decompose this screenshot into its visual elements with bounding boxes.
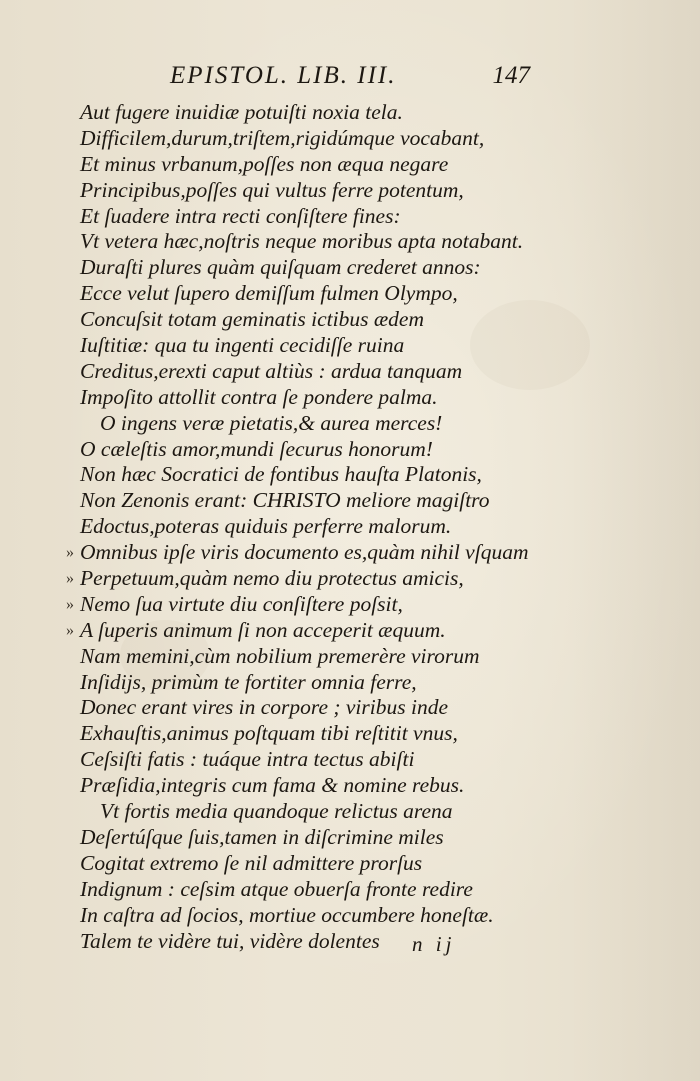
verse-text: Exhauſtis,animus poſtquam tibi reſtitit vnus,: [80, 721, 458, 746]
verse-line: [0, 437, 700, 463]
verse-text: Non hæc Socratici de fontibus hauſta Platonis,: [80, 462, 482, 487]
verse-line: [0, 255, 700, 281]
verse-line: [0, 462, 700, 488]
verse-text: Duraſti plures quàm quiſquam crederet annos:: [80, 255, 481, 280]
verse-text: Donec erant vires in corpore ; viribus inde: [80, 695, 449, 720]
quotation-marker: »: [66, 621, 74, 639]
verse-text: Et minus vrbanum,poſſes non æqua negare: [80, 151, 449, 176]
verse-text: Talem te vidère tui, vidère dolentes: [80, 928, 380, 953]
verse-text: Difficilem,durum,triſtem,rigidúmque vocabant,: [80, 125, 485, 150]
verse-text: In caſtra ad ſocios, mortiue occumbere honeſtæ.: [80, 902, 494, 927]
verse-line: [0, 204, 700, 230]
verse-line: [0, 411, 700, 437]
verse-line: [0, 488, 700, 514]
running-head: EPISTOL. LIB. III.: [170, 62, 397, 89]
verse-line: [0, 695, 700, 721]
verse-line: [0, 100, 700, 126]
verse-line: [0, 566, 700, 592]
page-number: 147: [492, 62, 530, 89]
verse-text: Creditus,erexti caput altiùs : ardua tanquam: [80, 358, 463, 383]
page-header: [170, 62, 530, 96]
verse-text: Iuſtitiæ: qua tu ingenti cecidiſſe ruina: [80, 333, 405, 358]
signature-mark: n ij: [412, 932, 456, 956]
verse-text: Indignum : ceſsim atque obuerſa fronte redire: [80, 876, 473, 901]
verse-text: Inſidijs, primùm te fortiter omnia ferre,: [80, 669, 417, 694]
verse-line: [0, 540, 700, 566]
verse-line: [0, 670, 700, 696]
verse-text: Vt vetera hæc,noſtris neque moribus apta notabant.: [80, 229, 524, 254]
verse-line: [0, 903, 700, 929]
verse-line: [0, 877, 700, 903]
verse-line: [0, 721, 700, 747]
verse-text: Aut fugere inuidiæ potuiſti noxia tela.: [80, 100, 403, 124]
verse-text: O cæleſtis amor,mundi ſecurus honorum!: [80, 436, 433, 461]
verse-line: [0, 307, 700, 333]
verse-text: Principibus,poſſes qui vultus ferre potentum,: [80, 177, 464, 202]
quotation-marker: »: [66, 595, 74, 613]
verse-text: Perpetuum,quàm nemo diu protectus amicis,: [80, 566, 464, 591]
verse-line: [0, 592, 700, 618]
verse-line: [0, 333, 700, 359]
verse-line: [0, 644, 700, 670]
verse-text: Præſidia,integris cum fama & nomine rebus.: [80, 773, 465, 798]
verse-line: [0, 126, 700, 152]
verse-text: O ingens veræ pietatis,& aurea merces!: [100, 410, 443, 435]
verse-text: Nemo ſua virtute diu conſiſtere poſsit,: [80, 591, 403, 616]
verse-line: [0, 618, 700, 644]
verse-line: [0, 825, 700, 851]
verse-line: [0, 851, 700, 877]
verse-line: [0, 799, 700, 825]
verse-text: Edoctus,poteras quiduis perferre malorum.: [80, 514, 452, 539]
verse-text: Vt fortis media quandoque relictus arena: [100, 799, 453, 824]
verse-text: Concuſsit totam geminatis ictibus ædem: [80, 307, 424, 332]
verse-text: Omnibus ipſe viris documento es,quàm nihil vſquam: [80, 540, 529, 565]
verse-line: [0, 178, 700, 204]
verse-text: A ſuperis animum ſi non acceperit æquum.: [80, 617, 446, 642]
verse-line: [0, 229, 700, 255]
verse-line: [0, 385, 700, 411]
verse-text: Nam memini,cùm nobilium premerère virorum: [80, 643, 480, 668]
quotation-marker: »: [66, 544, 74, 562]
verse-line: [0, 152, 700, 178]
verse-text: Et ſuadere intra recti conſiſtere fines:: [80, 203, 401, 228]
verse-line: [0, 929, 700, 955]
verse-text: Ecce velut ſupero demiſſum fulmen Olympo,: [80, 281, 458, 306]
verse-text: Cogitat extremo ſe nil admittere prorſus: [80, 850, 423, 875]
verse-text-block: [0, 100, 700, 954]
verse-text: Ceſsiſti fatis : tuáque intra tectus abiſti: [80, 747, 415, 772]
verse-line: [0, 773, 700, 799]
verse-text: Deſertúſque ſuis,tamen in diſcrimine miles: [80, 824, 444, 849]
verse-line: [0, 514, 700, 540]
quotation-marker: »: [66, 570, 74, 588]
verse-line: [0, 747, 700, 773]
verse-text: Impoſito attollit contra ſe pondere palma.: [80, 384, 438, 409]
verse-text: Non Zenonis erant: CHRISTO meliore magiſtro: [80, 488, 490, 513]
verse-line: [0, 281, 700, 307]
verse-line: [0, 359, 700, 385]
